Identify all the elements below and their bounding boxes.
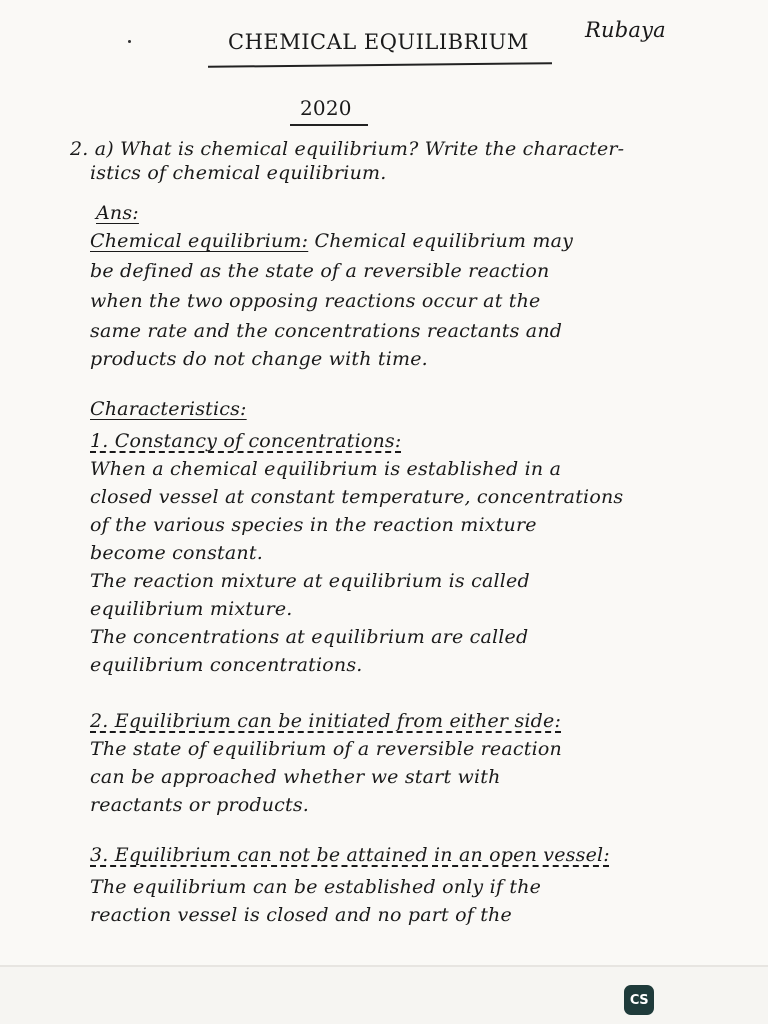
exam-year: 2020	[300, 96, 352, 120]
characteristic-1-line: equilibrium mixture.	[90, 598, 293, 620]
page-title: CHEMICAL EQUILIBRIUM	[228, 30, 529, 54]
title-underline	[208, 62, 552, 68]
camscanner-logo-icon: CS	[624, 985, 654, 1015]
characteristics-heading: Characteristics:	[90, 398, 247, 420]
definition-line: be defined as the state of a reversible reaction	[90, 260, 550, 282]
definition-line: when the two opposing reactions occur at the	[90, 290, 541, 312]
characteristic-1-line: of the various species in the reaction mixture	[90, 514, 537, 536]
definition-line: same rate and the concentrations reactants and	[90, 320, 563, 342]
definition-line-1	[90, 230, 573, 252]
characteristic-1-line: closed vessel at constant temperature, concentrations	[90, 486, 624, 508]
characteristic-1-line: The concentrations at equilibrium are called	[90, 626, 529, 648]
characteristic-2-line: reactants or products.	[90, 794, 310, 816]
question-line-1: 2. a) What is chemical equilibrium? Write the character-	[70, 138, 625, 160]
characteristic-2-line: can be approached whether we start with	[90, 766, 501, 788]
question-line-2: istics of chemical equilibrium.	[90, 162, 387, 184]
answer-label: Ans:	[96, 202, 139, 224]
characteristic-1-line: equilibrium concentrations.	[90, 654, 363, 676]
definition-term: Chemical equilibrium:	[90, 230, 309, 252]
characteristic-2-line: The state of equilibrium of a reversible reaction	[90, 738, 562, 760]
definition-line-1-rest: Chemical equilibrium may	[308, 230, 574, 252]
characteristic-1-line: The reaction mixture at equilibrium is called	[90, 570, 530, 592]
year-underline	[290, 124, 368, 126]
characteristic-3-title: 3. Equilibrium can not be attained in an open vessel:	[90, 844, 610, 866]
ink-dot	[128, 40, 131, 43]
author-signature: Rubaya	[585, 18, 666, 42]
characteristic-1-line: become constant.	[90, 542, 263, 564]
definition-line: products do not change with time.	[90, 348, 428, 370]
page-edge	[0, 965, 768, 967]
characteristic-2-title: 2. Equilibrium can be initiated from either side:	[90, 710, 562, 732]
characteristic-1-title: 1. Constancy of concentrations:	[90, 430, 402, 452]
characteristic-3-line: reaction vessel is closed and no part of the	[90, 904, 512, 926]
characteristic-1-line: When a chemical equilibrium is established in a	[90, 458, 562, 480]
characteristic-3-line: The equilibrium can be established only if the	[90, 876, 542, 898]
